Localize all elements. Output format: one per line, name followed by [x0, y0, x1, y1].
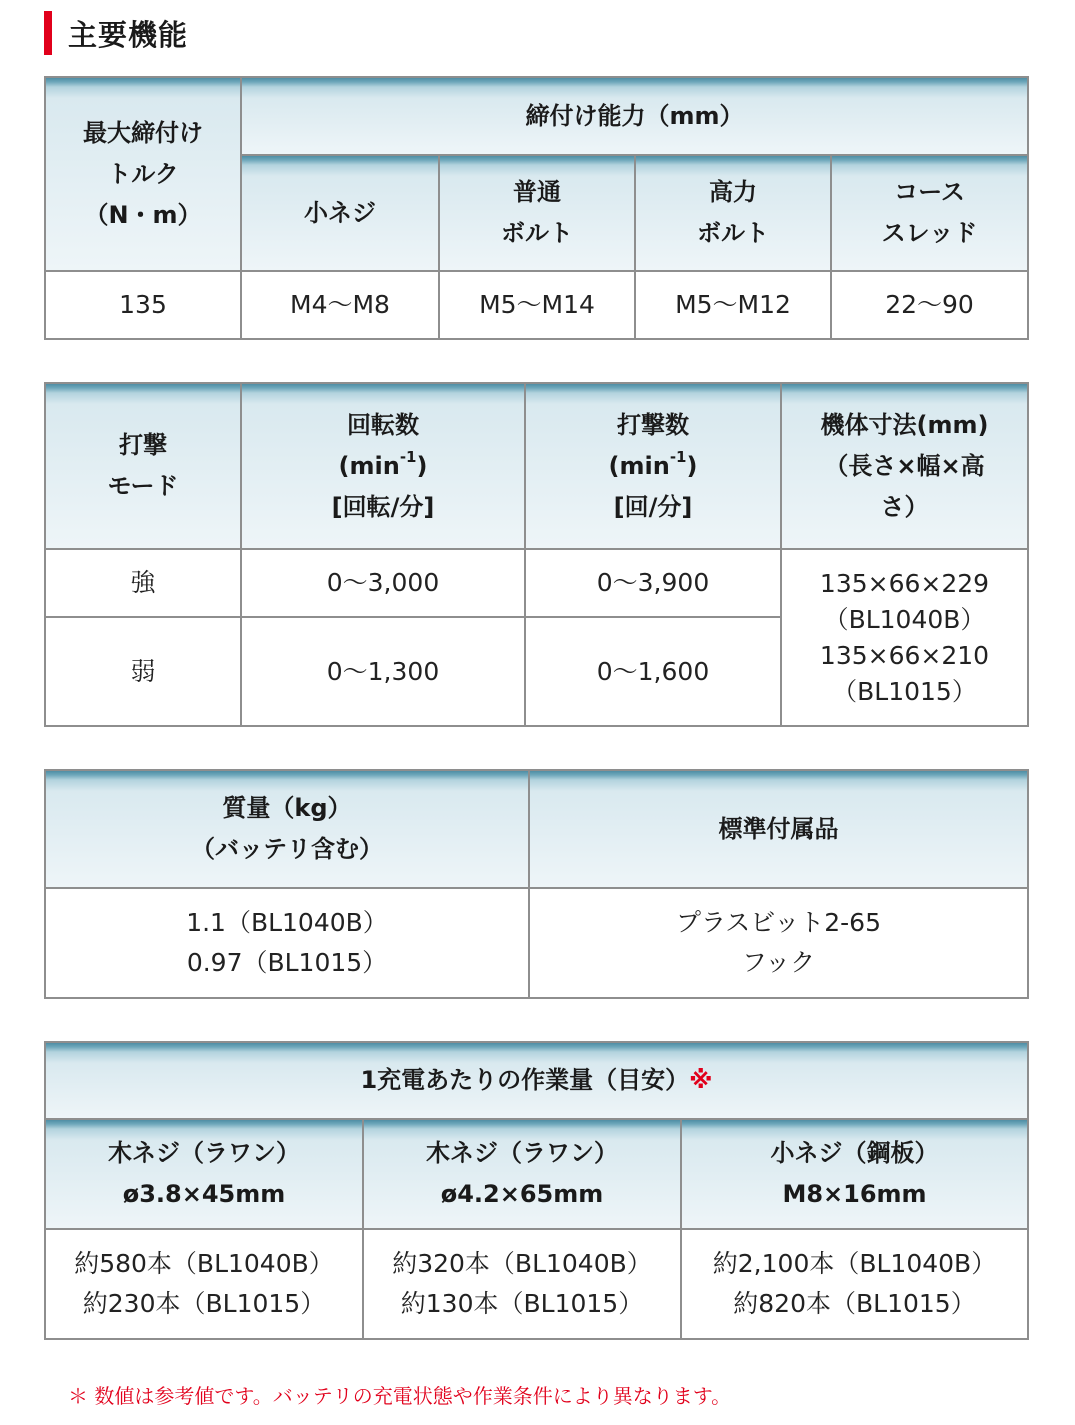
capacity-header: 締付け能力（mm）	[241, 77, 1028, 155]
mode-strong: 強	[45, 549, 241, 617]
work-per-charge-header: 1充電あたりの作業量（目安）※	[45, 1042, 1028, 1119]
standard-bolt-value: M5〜M14	[439, 271, 635, 339]
rpm-weak: 0〜1,300	[241, 617, 525, 726]
work-per-charge-table	[44, 1041, 1029, 1340]
wood-screw-2-value: 約320本（BL1040B） 約130本（BL1015）	[363, 1229, 681, 1339]
high-tension-bolt-value: M5〜M12	[635, 271, 831, 339]
small-screw-value: M4〜M8	[241, 271, 439, 339]
rotation-speed-unit-ja: [回転/分]	[331, 492, 435, 521]
rpm-strong: 0〜3,000	[241, 549, 525, 617]
small-screw-header: 小ネジ	[241, 155, 439, 271]
rotation-speed-header	[241, 383, 525, 549]
speed-table	[44, 382, 1029, 727]
section-heading	[44, 8, 188, 58]
machine-screw-header: 小ネジ（鋼板） M8×16mm	[681, 1119, 1028, 1229]
accessories-header: 標準付属品	[529, 770, 1028, 888]
weight-header: 質量（kg） （バッテリ含む）	[45, 770, 529, 888]
ipm-strong: 0〜3,900	[525, 549, 781, 617]
max-torque-value: 135	[45, 271, 241, 339]
rotation-speed-label: 回転数	[347, 410, 419, 439]
tightening-capacity-table	[44, 76, 1029, 340]
page-title: 主要機能	[68, 17, 189, 52]
weight-value: 1.1（BL1040B） 0.97（BL1015）	[45, 888, 529, 998]
footnote: ＊ 数値は参考値です。バッテリの充電状態や作業条件により異なります。	[68, 1384, 732, 1408]
max-torque-header: 最大締付け トルク （N・m）	[45, 77, 241, 271]
coarse-thread-value: 22〜90	[831, 271, 1028, 339]
standard-bolt-header: 普通 ボルト	[439, 155, 635, 271]
wood-screw-1-header: 木ネジ（ラワン） ø3.8×45mm	[45, 1119, 363, 1229]
high-tension-bolt-header: 高力 ボルト	[635, 155, 831, 271]
dimensions-header: 機体寸法(mm) （長さ×幅×高 さ）	[781, 383, 1028, 549]
impact-rate-header	[525, 383, 781, 549]
mode-weak: 弱	[45, 617, 241, 726]
heading-accent-bar	[44, 11, 52, 55]
weight-accessories-table	[44, 769, 1029, 999]
impact-mode-header: 打撃 モード	[45, 383, 241, 549]
note-mark: ※	[689, 1066, 713, 1094]
wood-screw-2-header: 木ネジ（ラワン） ø4.2×65mm	[363, 1119, 681, 1229]
ipm-weak: 0〜1,600	[525, 617, 781, 726]
rotation-speed-unit: $(\min^{-1})$	[338, 447, 428, 480]
impact-rate-label: 打撃数	[617, 410, 689, 439]
dimensions-value: 135×66×229 （BL1040B） 135×66×210 （BL1015）	[781, 549, 1028, 726]
machine-screw-value: 約2,100本（BL1040B） 約820本（BL1015）	[681, 1229, 1028, 1339]
impact-rate-unit-ja: [回/分]	[613, 492, 693, 521]
accessories-value: プラスビット2-65 フック	[529, 888, 1028, 998]
impact-rate-unit: $(\min^{-1})$	[608, 447, 698, 480]
wood-screw-1-value: 約580本（BL1040B） 約230本（BL1015）	[45, 1229, 363, 1339]
coarse-thread-header: コース スレッド	[831, 155, 1028, 271]
